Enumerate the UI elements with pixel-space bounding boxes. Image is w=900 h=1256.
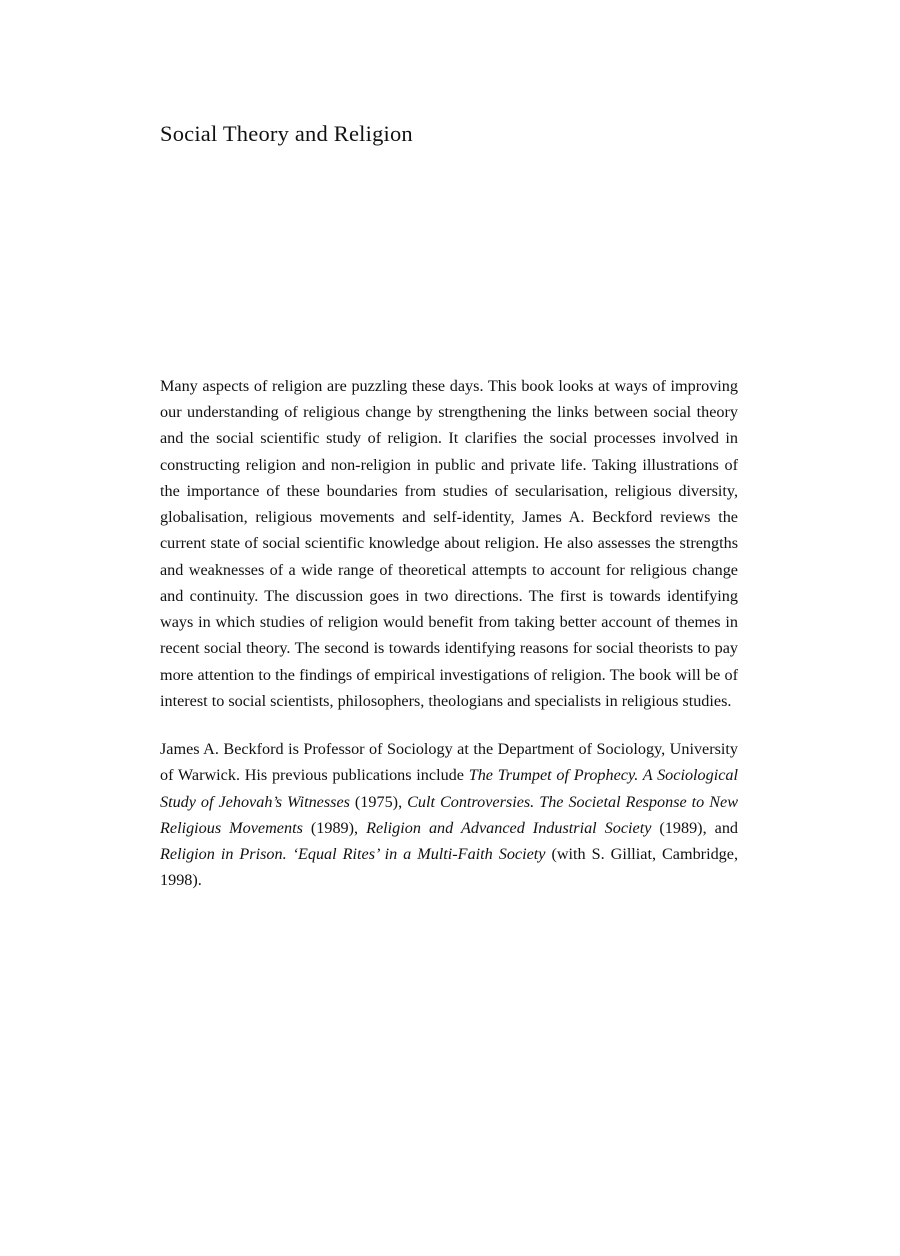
author-bio-sep-2: (1989), (302, 818, 367, 837)
author-bio-sep-1: (1975), (349, 792, 408, 811)
work-title-religion-and-advanced-industrial-society: Religion and Advanced Industrial Society (366, 818, 652, 837)
author-bio-intro: James A. Beckford is Professor of Sociology at the Department of Sociology, University of Warwick. His previous publications include (160, 740, 738, 785)
author-biography-paragraph (160, 736, 738, 893)
author-bio-sep-3: (1989), and (651, 818, 739, 837)
page-title: Social Theory and Religion (160, 121, 413, 146)
author-bio-outro: (with S. Gilliat, Cambridge, 1998). (160, 844, 738, 890)
book-blurb-paragraph: Many aspects of religion are puzzling these days. This book looks at ways of improving our understanding of religious change by strengthening the links between social theory and the social scientific study of religion. It clarifies the social processes involved in constructing religion and non-religion in public and private life. Taking illustrations of the importance of these boundaries from studies of secularisation, religious diversity, globalisation, religious movements and self-identity, James A. Beckford reviews the current state of social scientific knowledge about religion. He also assesses the strengths and weaknesses of a wide range of theoretical attempts to account for religious change and continuity. The discussion goes in two directions. The first is towards identifying ways in which studies of religion would benefit from taking better account of themes in recent social theory. The second is towards identifying reasons for social theorists to pay more attention to the findings of empirical investigations of religion. The book will be of interest to social scientists, philosophers, theologians and specialists in religious studies. (160, 377, 738, 710)
work-title-cult-controversies: Cult Controversies. The Societal Response to New Religious Movements (160, 792, 738, 837)
work-title-trumpet-of-prophecy: The Trumpet of Prophecy. A Sociological Study of Jehovah’s Witnesses (160, 766, 738, 811)
work-title-religion-in-prison: Religion in Prison. ‘Equal Rites’ in a Multi-Faith Society (160, 844, 546, 863)
page-content (160, 0, 738, 910)
